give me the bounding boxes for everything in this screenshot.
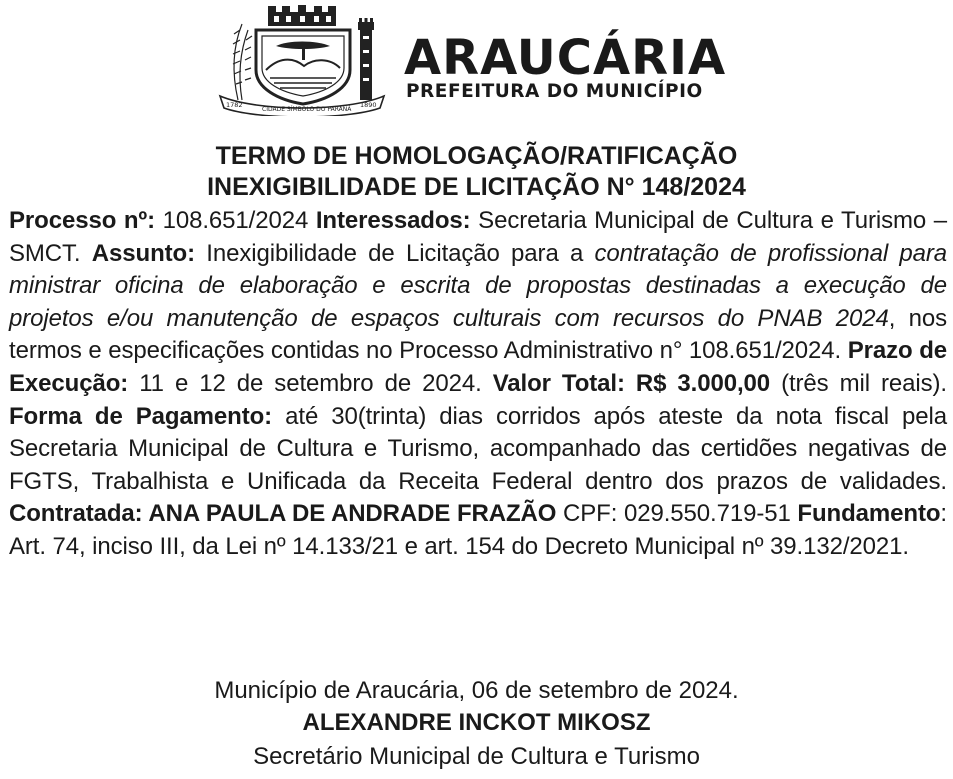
fundamento-label: Fundamento — [797, 500, 941, 528]
brand-block — [404, 30, 727, 102]
contratada-label: Contratada: ANA PAULA DE ANDRADE FRAZÃO — [9, 500, 557, 528]
prazo-value: 11 e 12 de setembro de 2024. — [128, 369, 493, 397]
assunto-value: Inexigibilidade de Licitação para a — [195, 239, 595, 267]
assunto-object: contratação de profissional para ministrar oficina de elaboração e escrita de propostas destinadas a execução de projetos e/ou manutenção de espaços culturais com recursos do PNAB 2024 — [9, 239, 948, 332]
pagamento-label: Forma de Pagamento: — [9, 402, 273, 430]
signatory-name: ALEXANDRE INCKOT MIKOSZ — [302, 709, 651, 736]
crest-year-left: 1782 — [226, 101, 243, 109]
place-date: Município de Araucária, 06 de setembro de 2024. — [214, 677, 739, 704]
signatory-role: Secretário Municipal de Cultura e Turismo — [253, 743, 700, 770]
cpf-value: CPF: 029.550.719-51 — [556, 500, 798, 528]
fundamento-value: : Art. 74, inciso III, da Lei nº 14.133/21 e art. 154 do Decreto Municipal nº 39.132/2021. — [9, 500, 947, 560]
pagamento-value: até 30(trinta) dias corridos após ateste da nota fiscal pela Secretaria Municipal de Cultura e Turismo, acompanhado das certidões negativas de FGTS, Trabalhista e Unificada da Receita Federal dentro dos prazos de validades. — [9, 402, 948, 495]
processo-value: 108.651/2024 — [154, 207, 316, 234]
crest-motto: CIDADE SÍMBOLO DO PARANÁ — [262, 106, 352, 113]
assunto-label: Assunto: — [91, 239, 195, 267]
municipal-crest-logo — [218, 4, 386, 116]
brand-name: ARAUCÁRIA — [404, 30, 727, 86]
brand-subtitle: PREFEITURA DO MUNICÍPIO — [406, 81, 703, 102]
page-header — [0, 0, 953, 122]
valor-extenso: (três mil reais). — [770, 369, 947, 397]
prazo-label: Prazo de Execução: — [9, 337, 948, 397]
valor-total: Valor Total: R$ 3.000,00 — [492, 369, 771, 397]
interessados-value: Secretaria Municipal de Cultura e Turismo – SMCT. — [9, 207, 947, 267]
document-title: TERMO DE HOMOLOGAÇÃO/RATIFICAÇÃO — [215, 142, 738, 170]
document-subtitle: INEXIGIBILIDADE DE LICITAÇÃO N° 148/2024 — [207, 173, 746, 201]
crest-year-right: 1890 — [360, 101, 377, 109]
processo-label: Processo nº: — [9, 207, 155, 234]
interessados-label: Interessados: — [315, 207, 471, 234]
assunto-tail: , nos termos e especificações contidas no Processo Administrativo n° 108.651/2024. — [9, 304, 947, 365]
document-body — [9, 205, 947, 564]
